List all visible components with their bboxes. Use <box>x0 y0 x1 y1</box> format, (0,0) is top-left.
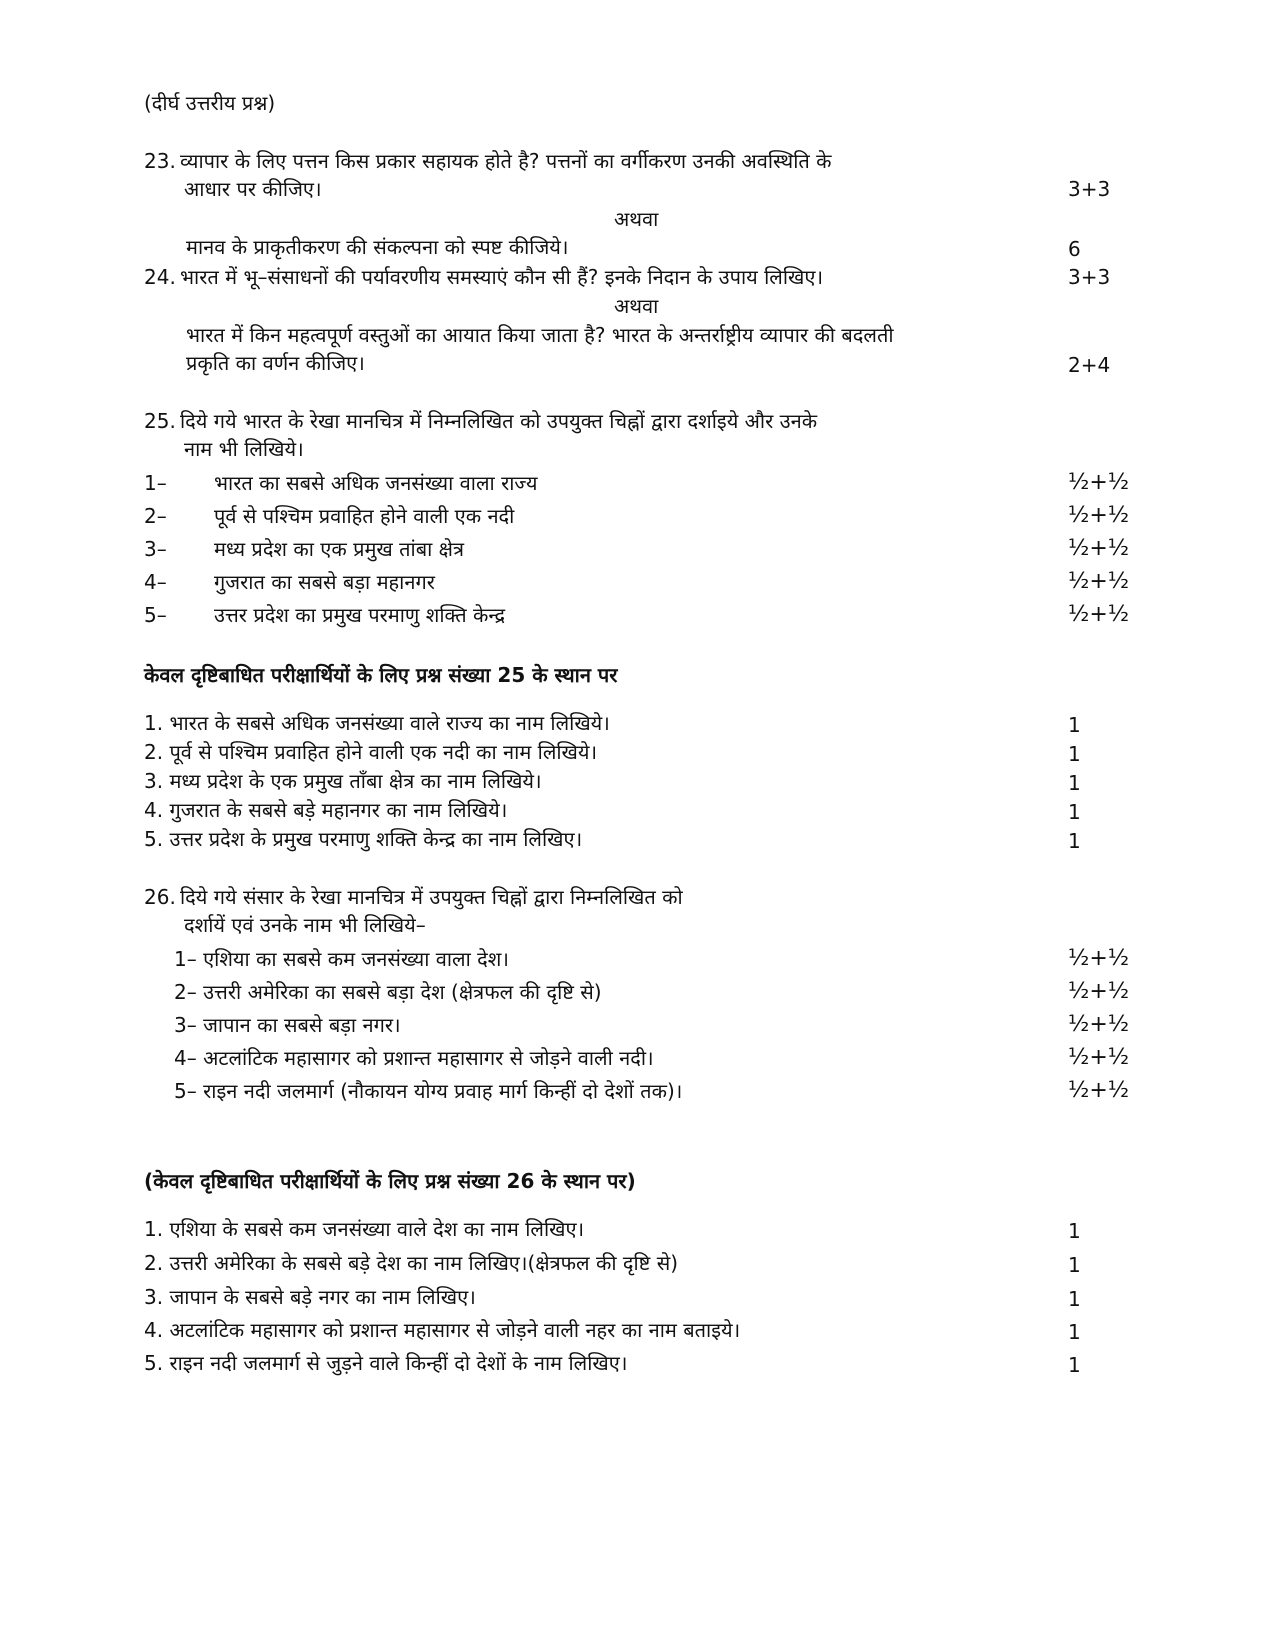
q26-item: 3– जापान का सबसे बड़ा नगर। <box>174 1013 401 1037</box>
q25-item-text: गुजरात का सबसे बड़ा महानगर <box>214 570 435 594</box>
q25-item-marks: ½+½ <box>1068 602 1130 627</box>
q25-item-text: उत्तर प्रदेश का प्रमुख परमाणु शक्ति केन्द्र <box>214 603 506 627</box>
vi26-heading: (केवल दृष्टिबाधित परीक्षार्थियों के लिए प्रश्न संख्या 26 के स्थान पर) <box>144 1169 636 1193</box>
vi25-item-marks: 1 <box>1068 742 1081 766</box>
q26-item-marks: ½+½ <box>1068 1012 1130 1037</box>
q26-item-marks: ½+½ <box>1068 1045 1130 1070</box>
vi26-item: 5. राइन नदी जलमार्ग से जुड़ने वाले किन्हीं दो देशों के नाम लिखिए। <box>144 1351 628 1375</box>
q26-item: 2– उत्तरी अमेरिका का सबसे बड़ा देश (क्षेत्रफल की दृष्टि से) <box>174 980 602 1004</box>
vi25-item: 3. मध्य प्रदेश के एक प्रमुख ताँबा क्षेत्र का नाम लिखिये। <box>144 769 542 793</box>
q25-item-number: 5– <box>144 603 167 627</box>
q23-or: अथवा <box>614 207 659 231</box>
q26-item: 5– राइन नदी जलमार्ग (नौकायन योग्य प्रवाह मार्ग किन्हीं दो देशों तक)। <box>174 1079 683 1103</box>
q25-item-text: मध्य प्रदेश का एक प्रमुख तांबा क्षेत्र <box>214 537 465 561</box>
q24-line1: भारत में भू–संसाधनों की पर्यावरणीय समस्याएं कौन सी हैं? इनके निदान के उपाय लिखिए। <box>180 265 824 289</box>
vi26-item-marks: 1 <box>1068 1219 1081 1243</box>
vi26-item-marks: 1 <box>1068 1287 1081 1311</box>
q23-number: 23. <box>144 149 176 173</box>
q26-item-marks: ½+½ <box>1068 1078 1130 1103</box>
vi26-item-marks: 1 <box>1068 1253 1081 1277</box>
q25-item-number: 2– <box>144 504 167 528</box>
vi25-item: 2. पूर्व से पश्चिम प्रवाहित होने वाली एक नदी का नाम लिखिये। <box>144 740 598 764</box>
vi25-item-marks: 1 <box>1068 800 1081 824</box>
vi25-heading: केवल दृष्टिबाधित परीक्षार्थियों के लिए प्रश्न संख्या 25 के स्थान पर <box>144 663 618 687</box>
q25-number: 25. <box>144 409 176 433</box>
vi26-item-marks: 1 <box>1068 1353 1081 1377</box>
q26-item: 1– एशिया का सबसे कम जनसंख्या वाला देश। <box>174 947 509 971</box>
q24-marks: 3+3 <box>1068 265 1111 289</box>
q25-line1: दिये गये भारत के रेखा मानचित्र में निम्नलिखित को उपयुक्त चिह्नों द्वारा दर्शाइये और उनके <box>180 409 818 433</box>
q26-number: 26. <box>144 885 176 909</box>
q24-or: अथवा <box>614 294 659 318</box>
q25-item-text: भारत का सबसे अधिक जनसंख्या वाला राज्य <box>214 471 538 495</box>
vi25-item: 4. गुजरात के सबसे बड़े महानगर का नाम लिखिये। <box>144 798 508 822</box>
q23-line1: व्यापार के लिए पत्तन किस प्रकार सहायक होते है? पत्तनों का वर्गीकरण उनकी अवस्थिति के <box>180 149 832 173</box>
q25-item-number: 4– <box>144 570 167 594</box>
vi26-item: 1. एशिया के सबसे कम जनसंख्या वाले देश का नाम लिखिए। <box>144 1217 585 1241</box>
q23-alt-marks: 6 <box>1068 237 1081 261</box>
q26-line2: दर्शायें एवं उनके नाम भी लिखिये– <box>184 913 426 937</box>
vi26-item-marks: 1 <box>1068 1320 1081 1344</box>
q23-line2: आधार पर कीजिए। <box>184 177 322 201</box>
vi26-item: 4. अटलांटिक महासागर को प्रशान्त महासागर से जोड़ने वाली नहर का नाम बताइये। <box>144 1318 741 1342</box>
q25-item-marks: ½+½ <box>1068 536 1130 561</box>
q25-item-number: 3– <box>144 537 167 561</box>
vi26-item: 3. जापान के सबसे बड़े नगर का नाम लिखिए। <box>144 1285 476 1309</box>
q24-number: 24. <box>144 265 176 289</box>
vi25-item-marks: 1 <box>1068 713 1081 737</box>
q23-marks: 3+3 <box>1068 177 1111 201</box>
q24-alt-line2: प्रकृति का वर्णन कीजिए। <box>186 351 365 375</box>
vi25-item: 5. उत्तर प्रदेश के प्रमुख परमाणु शक्ति केन्द्र का नाम लिखिए। <box>144 827 583 851</box>
q24-alt-marks: 2+4 <box>1068 353 1111 377</box>
q23-alternative: मानव के प्राकृतीकरण की संकल्पना को स्पष्ट कीजिये। <box>186 235 569 259</box>
q26-item-marks: ½+½ <box>1068 946 1130 971</box>
vi25-item: 1. भारत के सबसे अधिक जनसंख्या वाले राज्य का नाम लिखिये। <box>144 711 610 735</box>
q25-line2: नाम भी लिखिये। <box>184 437 304 461</box>
vi25-item-marks: 1 <box>1068 771 1081 795</box>
q25-item-marks: ½+½ <box>1068 569 1130 594</box>
q26-item: 4– अटलांटिक महासागर को प्रशान्त महासागर से जोड़ने वाली नदी। <box>174 1046 654 1070</box>
q25-item-marks: ½+½ <box>1068 503 1130 528</box>
q26-item-marks: ½+½ <box>1068 979 1130 1004</box>
q25-item-number: 1– <box>144 471 167 495</box>
q25-item-text: पूर्व से पश्चिम प्रवाहित होने वाली एक नदी <box>214 504 515 528</box>
vi25-item-marks: 1 <box>1068 829 1081 853</box>
section-heading: (दीर्घ उत्तरीय प्रश्न) <box>144 91 276 115</box>
q24-alt-line1: भारत में किन महत्वपूर्ण वस्तुओं का आयात किया जाता है? भारत के अन्तर्राष्ट्रीय व्यापार की बदलती <box>186 323 894 347</box>
q25-item-marks: ½+½ <box>1068 470 1130 495</box>
vi26-item: 2. उत्तरी अमेरिका के सबसे बड़े देश का नाम लिखिए।(क्षेत्रफल की दृष्टि से) <box>144 1251 679 1275</box>
q26-line1: दिये गये संसार के रेखा मानचित्र में उपयुक्त चिह्नों द्वारा निम्नलिखित को <box>180 885 683 909</box>
